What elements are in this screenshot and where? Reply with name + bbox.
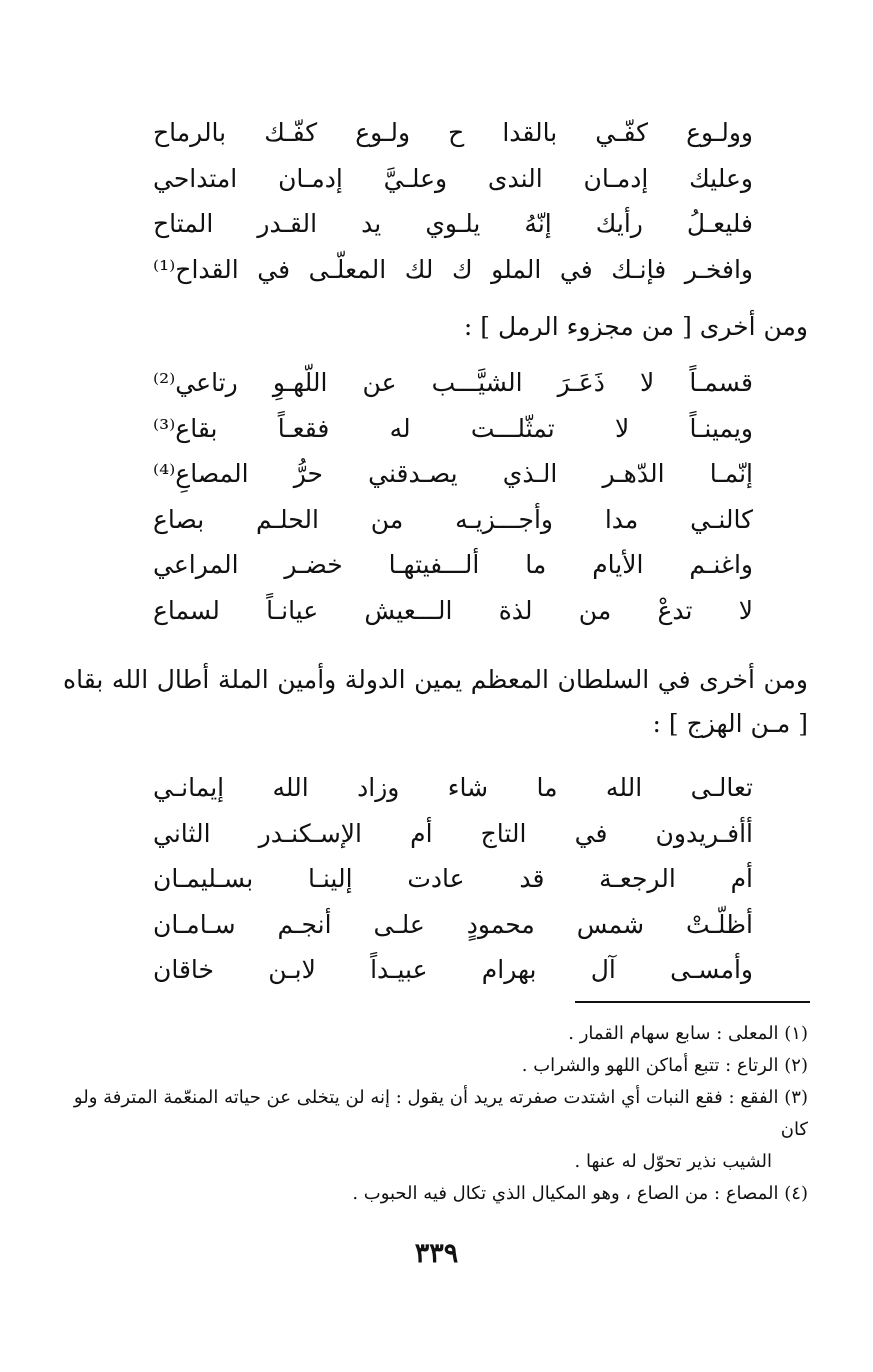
verse-line: أظلّـتْ شمس محمودٍ علـى أنجـم سـامـان bbox=[153, 909, 753, 939]
verse-line: لا تدعْ من لذة الـــعيش عيانـاً لسماع bbox=[153, 595, 753, 625]
page-number: ٣٣٩ bbox=[414, 1238, 459, 1269]
verse-line: قسمـاً لا ذَعَـرَ الشيَّـــب عن اللّهـوِ رتاعي⁽²⁾ bbox=[153, 368, 753, 397]
verse-line: وأمسـى آل بهرام عبيـداً لابـن خاقان bbox=[153, 955, 753, 984]
footnotes bbox=[63, 1018, 808, 1210]
verse-line: إنّمـا الدّهـر الـذي يصـدقني حرُّ المصاعِ⁽⁴⁾ bbox=[153, 459, 753, 488]
section-heading-2: ومن أخرى في السلطان المعظم يمين الدولة وأمين الملة أطال الله بقاه [ مـن الهزج ] : bbox=[63, 665, 808, 738]
poem-block-2 bbox=[153, 360, 753, 633]
footnote: (٢) الرتاع : تتبع أماكن اللهو والشراب . bbox=[521, 1055, 808, 1076]
footnote-divider bbox=[575, 1001, 810, 1003]
verse-line: أم الرجعـة قد عادت إلينـا بسـليمـان bbox=[153, 864, 753, 893]
verse-line: كالنـي مدا وأجـــزيـه من الحلـم بصاع bbox=[153, 504, 753, 534]
section-heading-1: ومن أخرى [ من مجزوء الرمل ] : bbox=[463, 312, 808, 341]
footnote: (١) المعلى : سابع سهام القمار . bbox=[568, 1023, 808, 1044]
verse-line: واغنـم الأيام ما ألـــفيتهـا خضـر المراعي bbox=[153, 550, 753, 579]
verse-line: فليعـلُ رأيك إنّهُ يلـوي يد القـدر المتاح bbox=[153, 209, 753, 238]
verse-line: تعالـى الله ما شاء وزاد الله إيمانـي bbox=[153, 773, 753, 802]
footnote: (٣) الفقع : فقع النبات أي اشتدت صفرته يريد أن يقول : إنه لن يتخلى عن حياته المنعّمة المترفة ولو كان bbox=[73, 1087, 808, 1140]
poem-block-3 bbox=[153, 765, 753, 993]
poem-block-1 bbox=[153, 110, 753, 292]
verse-line: وعليك إدمـان الندى وعلـيَّ إدمـان امتداحي bbox=[153, 163, 753, 193]
verse-line: وافخـر فإنـك في الملو ك لك المعلّـى في القداح⁽¹⁾ bbox=[153, 254, 753, 284]
footnote-continuation: الشيب نذير تحوّل له عنها . bbox=[574, 1151, 772, 1172]
verse-line: وولـوع كفّـي بالقدا ح ولـوع كفّـك بالرماح bbox=[153, 118, 753, 147]
verse-line: أأفـريدون في التاج أم الإسـكنـدر الثاني bbox=[153, 818, 753, 848]
footnote: (٤) المصاع : من الصاع ، وهو المكيال الذي تكال فيه الحبوب . bbox=[352, 1183, 808, 1204]
verse-line: ويمينـاً لا تمثّلـــت له فقعـاً بقاع⁽³⁾ bbox=[153, 413, 753, 443]
